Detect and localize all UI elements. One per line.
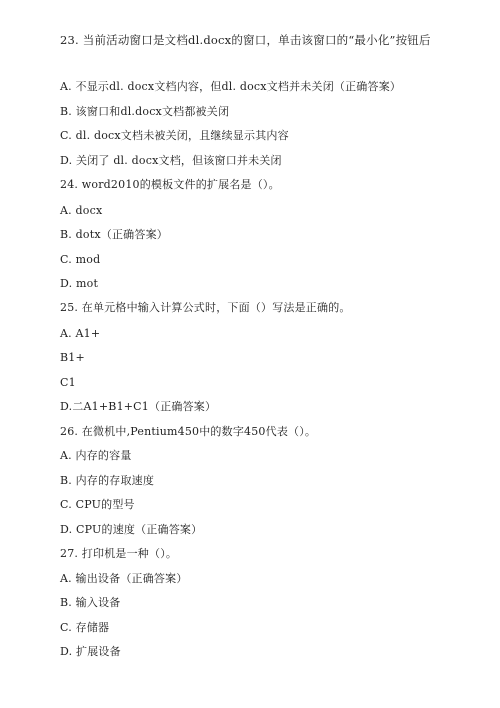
- option-23-d: D. 关闭了 dl. docx文档，但该窗口并未关闭: [60, 154, 282, 167]
- question-27: 27. 打印机是一种（）。: [60, 547, 178, 560]
- option-24-c: C. mod: [60, 253, 101, 266]
- question-25: 25. 在单元格中输入计算公式时，下面（）写法是正确的。: [60, 301, 351, 314]
- option-24-a: A. docx: [60, 204, 103, 217]
- option-26-a: A. 内存的容量: [60, 449, 132, 462]
- option-25-a: A. A1+: [60, 327, 101, 340]
- option-23-a: A. 不显示dl. docx文档内容，但dl. docx文档并未关闭（正确答案）: [60, 80, 402, 93]
- option-23-b: B. 该窗口和dl.docx文档都被关闭: [60, 105, 230, 118]
- option-25-a-cont-1: B1+: [60, 351, 85, 364]
- option-25-a-cont-2: C1: [60, 376, 76, 389]
- option-24-d: D. mot: [60, 277, 99, 290]
- option-26-b: B. 内存的存取速度: [60, 474, 155, 487]
- question-24: 24. word2010的模板文件的扩展名是（）。: [60, 178, 280, 191]
- question-26: 26. 在微机中,Pentium450中的数字450代表（）。: [60, 425, 317, 438]
- question-23: 23. 当前活动窗口是文档dl.docx的窗口，单击该窗口的“最小化”按钮后: [60, 33, 431, 47]
- option-23-c: C. dl. docx文档未被关闭，且继续显示其内容: [60, 129, 289, 142]
- option-27-c: C. 存储器: [60, 621, 110, 634]
- option-26-c: C. CPU的型号: [60, 498, 135, 511]
- option-27-b: B. 输入设备: [60, 596, 121, 609]
- option-24-b: B. dotx（正确答案）: [60, 228, 168, 241]
- option-25-d: D.二A1+B1+C1（正确答案）: [60, 400, 217, 413]
- option-27-a: A. 输出设备（正确答案）: [60, 572, 188, 585]
- option-27-d: D. 扩展设备: [60, 645, 121, 658]
- option-26-d: D. CPU的速度（正确答案）: [60, 523, 203, 536]
